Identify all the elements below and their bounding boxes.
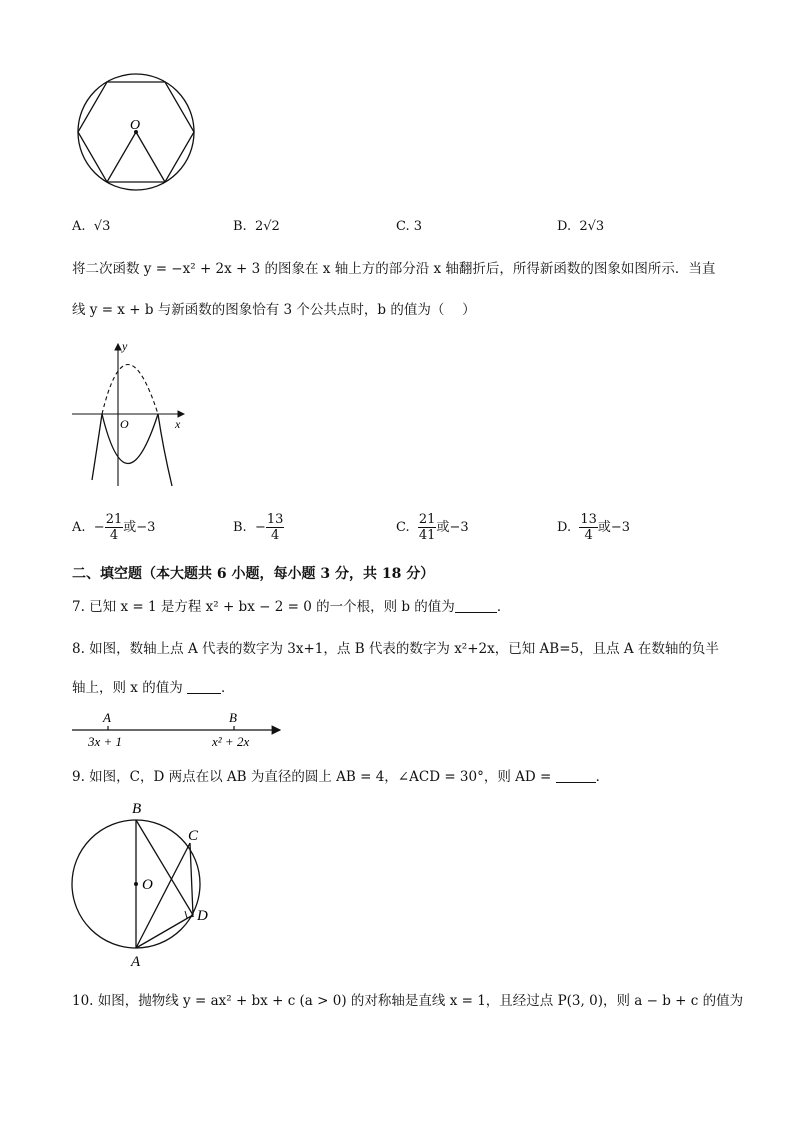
q7-text: 7. 已知 x = 1 是方程 x² + bx − 2 = 0 的一个根，则 b 的值为 ． (72, 599, 511, 615)
q5-option-d: D. 2√3 (557, 219, 605, 234)
origin-label: O (120, 417, 129, 431)
q8-line2: 轴上，则 x 的值为 ． (72, 680, 235, 696)
label-o: O (142, 877, 153, 893)
q8-answer-blank[interactable] (187, 679, 221, 694)
q6-line2: 线 y = x + b 与新函数的图象恰有 3 个公共点时，b 的值为（ ） (72, 302, 476, 318)
radius-left (107, 132, 136, 182)
label-a: A (131, 954, 141, 970)
q6-option-c: C. $\frac{21}{41}$ 或−3 (396, 512, 469, 543)
point-a-label: A (103, 710, 111, 725)
left-branch (92, 414, 102, 480)
dashed-parabola-arc (102, 365, 158, 415)
q9-answer-blank[interactable] (556, 768, 596, 783)
value-b-label: x² + 2x (212, 734, 250, 749)
q6-option-b: B. − $\frac{13}{4}$ (233, 512, 284, 543)
folded-parabola-arc (102, 414, 158, 464)
point-b-label: B (229, 710, 237, 725)
x-axis-label: x (175, 417, 181, 431)
q9-circle-figure (66, 798, 226, 970)
center-point (134, 882, 138, 886)
q7-answer-blank[interactable] (455, 598, 497, 613)
q9-text: 9. 如图，C，D 两点在以 AB 为直径的圆上 AB = 4，∠ACD = 30°，则 AD = ． (72, 769, 610, 785)
q6-option-d: D. $\frac{13}{4}$ 或−3 (557, 512, 631, 543)
q10-text: 10. 如图，抛物线 y = ax² + bx + c (a > 0) 的对称轴是直线 x = 1，且经过点 P(3, 0)，则 a − b + c 的值为 (72, 993, 744, 1009)
y-axis-label: y (122, 339, 128, 353)
section2-heading: 二、填空题（本大题共 6 小题，每小题 3 分，共 18 分） (72, 566, 435, 582)
q6-parabola-graph (68, 338, 192, 490)
q8-line1: 8. 如图，数轴上点 A 代表的数字为 3x+1，点 B 代表的数字为 x²+2x，已知 AB=5，且点 A 在数轴的负半 (72, 641, 719, 657)
right-branch (158, 414, 172, 486)
hexagon-circle-figure (70, 72, 200, 196)
segment-bd (136, 820, 193, 915)
center-label: O (130, 118, 141, 133)
label-c: C (188, 828, 199, 844)
label-b: B (132, 801, 142, 817)
q5-option-a: A. √3 (72, 219, 111, 234)
q6-option-a: A. − $\frac{21}{4}$ 或−3 (72, 512, 156, 543)
value-a-label: 3x + 1 (88, 734, 123, 749)
label-d: D (197, 908, 208, 924)
q8-number-line (68, 708, 288, 752)
q6-line1: 将二次函数 y = −x² + 2x + 3 的图象在 x 轴上方的部分沿 x 轴翻折后，所得新函数的图象如图所示．当直 (72, 261, 716, 277)
q5-option-c: C. 3 (396, 219, 423, 234)
q5-option-b: B. 2√2 (233, 219, 280, 234)
radius-right (136, 132, 165, 182)
